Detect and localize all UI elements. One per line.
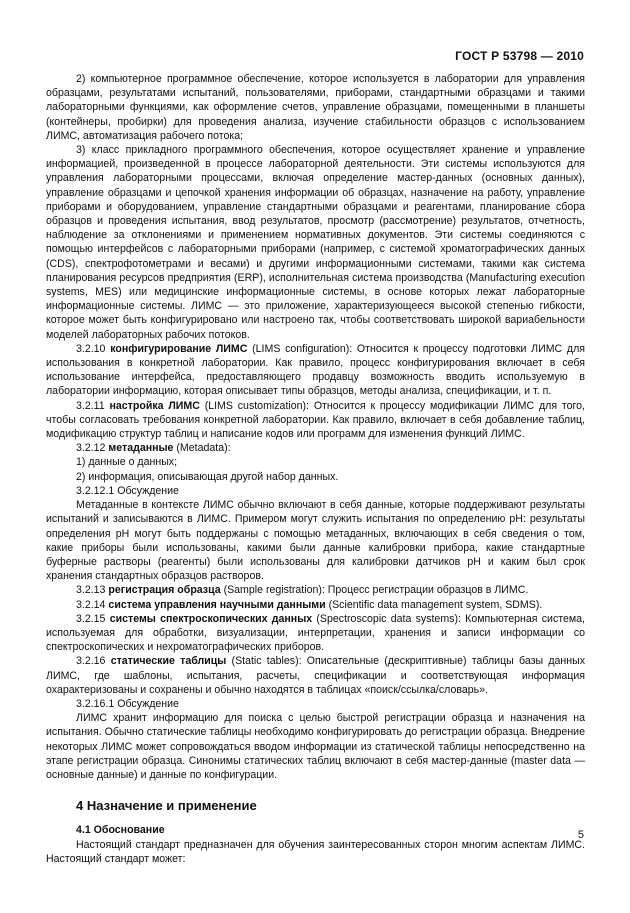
term-number: 3.2.12 [76,442,106,455]
term-definition: (Scientific data management system, SDMS). [328,598,543,611]
term-definition: (Static tables): Описательные (дескриптивные) таблицы базы данных ЛИМС, где шаблоны, испытания, расчеты, спецификации и соответствующая информация охарактеризованы и сохранены и обычно находятся в таблицах «поиск/ссылка/словарь». [46,655,586,696]
term-number: 3.2.16 [76,655,106,668]
term-number: 3.2.15 [76,612,106,625]
paragraph-metadata: Метаданные в контексте ЛИМС обычно включают в себя данные, которые поддерживают результаты испытаний и записываются в ЛИМС. Примером могут служить испытания по определению pH: результаты определения pH могут быть поддержаны с помощью метаданных, включающих в себя сведения о том, какие приборы были использованы, какими были данные калибровки прибора, какие стандартные буферные растворы (реагенты) были использованы для калибровки датчиков pH и каким был срок хранения стандартных образцов растворов. [46,499,585,583]
paragraph-purpose: Настоящий стандарт предназначен для обучения заинтересованных сторон многим аспектам ЛИМС. Настоящий стандарт может: [46,838,585,865]
discussion-heading: 3.2.12.1 Обсуждение [76,484,179,497]
term-3-2-10 [46,342,585,399]
term-definition: (Metadata): [176,442,231,455]
term-3-2-13 [46,583,585,597]
term-title: регистрация образца [108,584,221,597]
term-title: система управления научными данными [108,598,326,611]
term-definition: (LIMS configuration): Относится к процессу подготовки ЛИМС для использования в конкретной лаборатории. Как правило, процесс конфигурирования включает в себя использование интерфейса, предоставляющего продавцу возможность вводить используемую в лаборатории информацию, которая описывает типы образцов, методы анализа, спецификации, и т. п. [46,342,585,398]
term-3-2-15 [46,612,585,655]
section-title: 4 Назначение и применение [76,798,257,814]
term-3-2-12 [46,441,585,455]
page-number: 5 [577,829,584,841]
term-3-2-16 [46,654,585,697]
term-number: 3.2.11 [76,399,105,412]
term-title: метаданные [108,442,174,455]
paragraph-def-3: 3) класс прикладного программного обеспечения, которое осуществляет хранение и управление информацией, произведенной в процессе лабораторной деятельности. Эти системы используются для управления лабораторными процессами, включая определение мастер-данных (основных данных), управление образцами и цепочкой хранения информации об образцах, назначение на работу, управление приборами и оборудованием, управление стандартными образцами и реагентами, планирование сбора образцов и проведения испытания, ввод результатов, просмотр (рассмотрение) результатов, отчетность, наблюдение за отклонениями и применением нормативных документов. Эти системы соединяются с помощью интерфейсов с лабораторными приборами (например, с системой хроматографических данных (CDS), спектрофотометрами и весами) и другими информационными системами, такими как система планирования ресурсов предприятия (ERP), исполнительная система производства (Manufacturing execution systems, MES) или медицинские информационные системы, в основе которых лежат лабораторные информационные системы. ЛИМС — это приложение, характеризующееся высокой степенью гибкости, которое может быть конфигурировано или настроено так, чтобы соответствовать широкой вариабельности моделей лабораторных рабочих потоков. [46,144,585,341]
term-definition: (LIMS customization): Относится к процессу модификации ЛИМС для того, чтобы согласовать требования конкретной лаборатории. Как правило, включает в себя добавление таблиц, модификацию структур таблиц и написание кодов или программ для изменения функций ЛИМС. [46,399,585,441]
term-definition: (Spectroscopic data systems): Компьютерная система, используемая для обработки, визуализации, интерпретации, хранения и записи информации со спектроскопических и нехроматографических приборов. [46,612,585,654]
term-number: 3.2.14 [76,598,106,611]
term-definition: (Sample registration): Процесс регистрации образцов в ЛИМС. [223,584,529,597]
term-number: 3.2.10 [76,342,106,355]
term-3-2-11 [46,399,585,442]
term-number: 3.2.13 [76,584,106,597]
paragraph-def-2: 2) компьютерное программное обеспечение, которое используется в лаборатории для управления образцами, результатами испытаний, пользователями, приборами, стандартными образцами и такими лабораторными функциями, как оформление счетов, управление образцами, помещенными в планшеты (контейнеры, пробирки) для проведения анализа, изучение стабильности образцов с использованием ЛИМС, автоматизация рабочего потока; [46,73,585,142]
list-item-2: 2) информация, описывающая другой набор данных. [76,470,339,483]
term-title: настройка ЛИМС [109,399,200,412]
paragraph-static-tables: ЛИМС хранит информацию для поиска с целью быстрой регистрации образца и назначения на испытания. Обычно статические таблицы необходимо конфигурировать до регистрации образца. Внедрение некоторых ЛИМС может сопровождаться вводом информации из статической таблицы непосредственно на этапе регистрации образца. Синонимы статических таблиц включают в себя мастер-данные (master data — основные данные) и данные по конфигурации. [46,712,585,781]
term-3-2-14 [46,598,585,612]
term-title: конфигурирование ЛИМС [110,342,248,355]
term-title: статические таблицы [110,655,227,668]
discussion-heading: 3.2.16.1 Обсуждение [76,697,179,710]
document-code: ГОСТ Р 53798 — 2010 [455,49,584,63]
list-item-1: 1) данные о данных; [76,456,178,469]
term-title: системы спектроскопических данных [109,612,313,625]
page-body [46,72,585,866]
subsection-title: 4.1 Обоснование [76,824,165,837]
